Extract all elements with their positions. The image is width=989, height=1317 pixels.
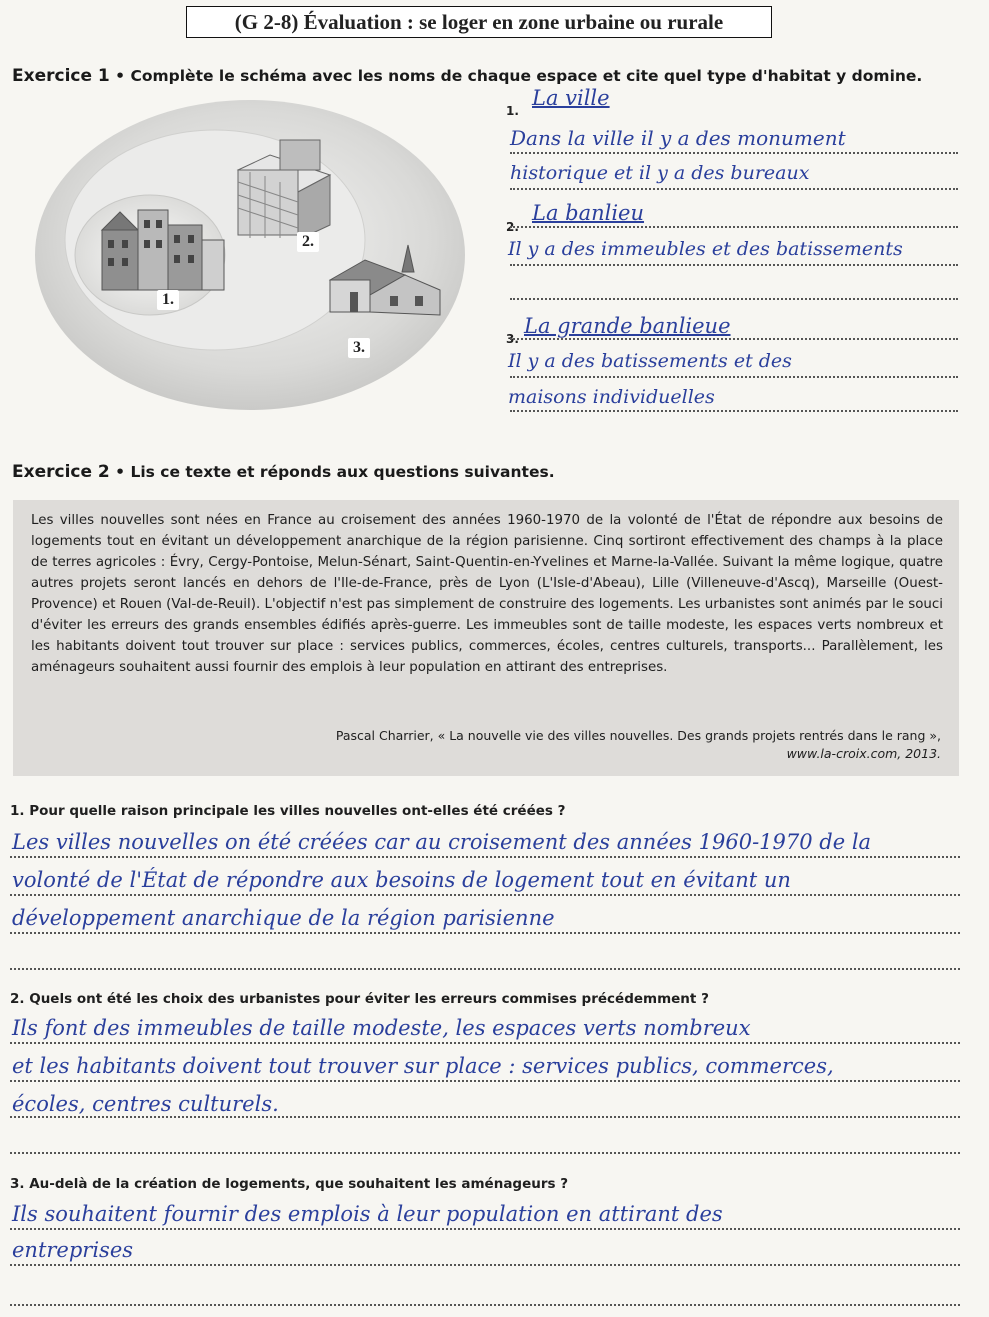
- q1-answer-line-2: volonté de l'État de répondre aux besoins de logement tout en évitant un: [12, 868, 791, 892]
- dotted-line: [510, 264, 958, 266]
- exercise1-instruction: Complète le schéma avec les noms de chaque espace et cite quel type d'habitat y domine.: [130, 67, 923, 85]
- diagram-label-3: 3.: [348, 338, 370, 358]
- excerpt-source-line-1: Pascal Charrier, « La nouvelle vie des villes nouvelles. Des grands projets rentrés dans le rang »,: [335, 728, 941, 743]
- bullet: •: [115, 463, 131, 481]
- dotted-line: [10, 1228, 960, 1230]
- excerpt-text: Les villes nouvelles sont nées en France au croisement des années 1960-1970 de la volonté de l'État de répondre aux besoins de logements tout en évitant un développement anarchique de la région parisienne. Cinq sortiront effectivement des champs à la place de terres agricoles : Évry, Cergy-Pontoise, Melun-Sénart, Saint-Quentin-en-Yvelines et Marne-la-Vallée. Suivant la même logique, quatre autres projets seront lancés en dehors de l'Ile-de-France, près de Lyon (L'Isle-d'Abeau), Lille (Villeneuve-d'Ascq), Marseille (Ouest-Provence) et Rouen (Val-de-Reuil). L'objectif n'est pas simplement de construire des logements. Les urbanistes sont animés par le souci d'éviter les erreurs des grands ensembles édifiés après-guerre. Les immeubles sont de taille modeste, les espaces verts nombreux et les habitants doivent tout trouver sur place : services publics, commerces, écoles, centres culturels, transports... Parallèlement, les aménageurs souhaitent aussi fournir des emplois à leur population en attirant des entreprises.: [31, 513, 943, 675]
- q1-answer-line-1: Les villes nouvelles on été créées car au croisement des années 1960-1970 de la: [12, 830, 872, 854]
- answer-3-line-2: maisons individuelles: [508, 386, 715, 408]
- q3-answer-line-2: entreprises: [12, 1238, 134, 1262]
- dotted-line: [510, 338, 958, 340]
- answer-1-line-2: historique et il y a des bureaux: [510, 162, 810, 184]
- question-2: 2. Quels ont été les choix des urbanistes pour éviter les erreurs commises précédemment ?: [10, 991, 709, 1007]
- answer-number-3: 3.: [506, 332, 519, 346]
- answer-name-1: La ville: [532, 86, 610, 110]
- q2-answer-line-2: et les habitants doivent tout trouver sur place : services publics, commerces,: [12, 1054, 834, 1078]
- dotted-line: [510, 410, 958, 412]
- diagram-label-2: 2.: [297, 232, 319, 252]
- diagram-label-1: 1.: [157, 290, 179, 310]
- exercise2-label: Exercice 2: [12, 462, 110, 482]
- dotted-line: [10, 1116, 960, 1118]
- question-3: 3. Au-delà de la création de logements, que souhaitent les aménageurs ?: [10, 1176, 569, 1192]
- excerpt-source-line-2: www.la-croix.com, 2013.: [786, 746, 941, 761]
- text-excerpt-box: [13, 500, 959, 776]
- bullet: •: [115, 67, 131, 85]
- exercise2-header: [12, 462, 555, 482]
- q1-answer-line-3: développement anarchique de la région parisienne: [12, 906, 555, 930]
- answer-number-1: 1.: [506, 104, 519, 118]
- q3-answer-line-1: Ils souhaitent fournir des emplois à leur population en attirant des: [12, 1202, 723, 1226]
- dotted-line: [510, 298, 958, 300]
- worksheet-title: (G 2-8) Évaluation : se loger en zone urbaine ou rurale: [186, 6, 772, 38]
- dotted-line: [510, 376, 958, 378]
- exercise1-label: Exercice 1: [12, 66, 110, 86]
- dotted-line: [510, 152, 958, 154]
- answer-1-line-1: Dans la ville il y a des monument: [510, 126, 846, 150]
- dotted-line: [10, 932, 960, 934]
- q2-answer-line-1: Ils font des immeubles de taille modeste, les espaces verts nombreux: [12, 1016, 751, 1040]
- dotted-line: [10, 1080, 960, 1082]
- dotted-line: [10, 1152, 960, 1154]
- dotted-line: [10, 894, 960, 896]
- dotted-line: [10, 1042, 960, 1044]
- answer-name-2: La banlieu: [532, 201, 645, 225]
- dotted-line: [10, 856, 960, 858]
- question-1: 1. Pour quelle raison principale les villes nouvelles ont-elles été créées ?: [10, 803, 566, 819]
- dotted-line: [10, 1304, 960, 1306]
- dotted-line: [510, 226, 958, 228]
- dotted-line: [10, 1264, 960, 1266]
- answer-2-line-1: Il y a des immeubles et des batissements: [508, 238, 903, 260]
- q2-answer-line-3: écoles, centres culturels.: [12, 1092, 279, 1116]
- answer-number-2: 2.: [506, 220, 519, 234]
- concentric-zones-illustration: [30, 100, 470, 420]
- answer-3-line-1: Il y a des batissements et des: [508, 350, 792, 372]
- exercise1-header: [12, 66, 922, 86]
- answer-name-3: La grande banlieue: [524, 314, 731, 338]
- dotted-line: [510, 188, 958, 190]
- urban-zones-diagram: [30, 100, 470, 420]
- dotted-line: [10, 968, 960, 970]
- exercise2-instruction: Lis ce texte et réponds aux questions suivantes.: [130, 463, 555, 481]
